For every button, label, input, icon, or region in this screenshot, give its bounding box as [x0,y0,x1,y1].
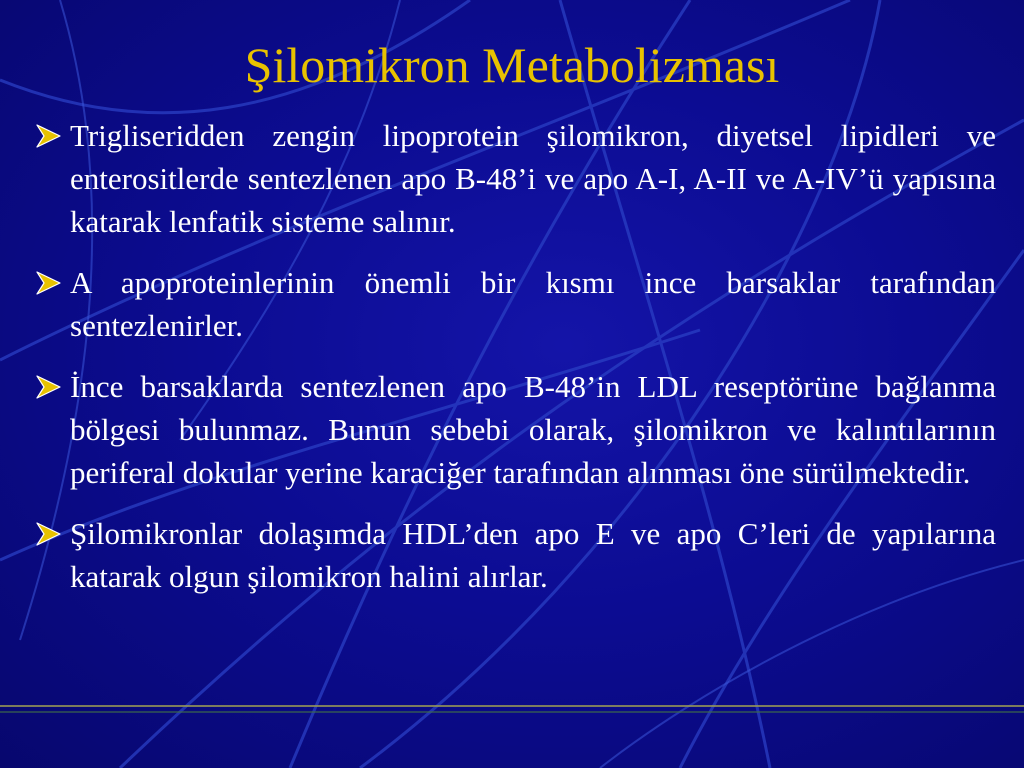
arrow-bullet-icon [34,269,64,297]
arrow-bullet-icon [34,520,64,548]
bullet-text: A apoproteinlerinin önemli bir kısmı ince barsaklar tarafından sentezlenirler. [70,265,996,343]
slide-title: Şilomikron Metabolizması [244,37,780,93]
arrow-bullet-icon [34,122,64,150]
bullet-text: Trigliseridden zengin lipoprotein şilomikron, diyetsel lipidleri ve enterositlerde sentezlenen apo B-48’i ve apo A-I, A-II ve A-IV’ü yapısına katarak lenfatik sisteme salınır. [70,118,996,239]
bullet-text: Şilomikronlar dolaşımda HDL’den apo E ve apo C’leri de yapılarına katarak olgun şilomikron halini alırlar. [70,516,996,594]
bullet-item [34,512,996,598]
bullet-list [34,114,996,616]
bullet-item [34,261,996,347]
bottom-rule [0,706,1024,712]
bullet-text: İnce barsaklarda sentezlenen apo B-48’in LDL reseptörüne bağlanma bölgesi bulunmaz. Bunun sebebi olarak, şilomikron ve kalıntılarının periferal dokular yerine karaciğer tarafından alınması öne sürülmektedir. [70,369,996,490]
arrow-bullet-icon [34,373,64,401]
bullet-item [34,114,996,243]
bullet-item [34,365,996,494]
